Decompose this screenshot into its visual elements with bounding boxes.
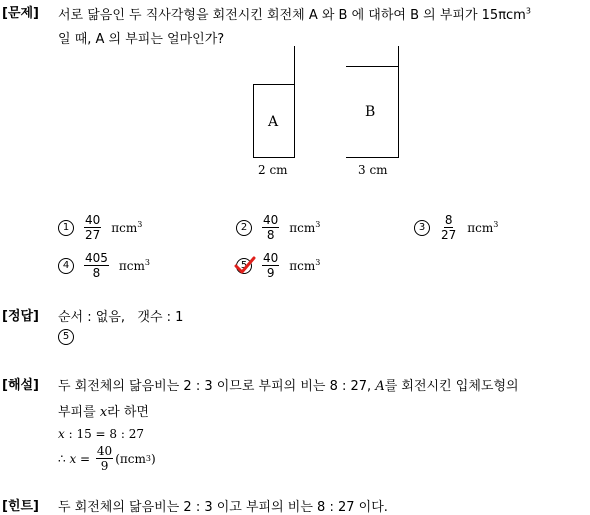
solution-tag: [해설]	[2, 378, 39, 393]
dim-b: 3 cm	[358, 163, 388, 177]
problem-line-1	[58, 4, 531, 23]
eq2-fraction	[96, 444, 113, 473]
check-icon	[234, 255, 256, 275]
denominator: 27	[441, 228, 457, 242]
fraction	[84, 251, 109, 280]
unit-sup: 3	[315, 220, 321, 229]
axis-a	[294, 46, 295, 158]
unit	[289, 258, 320, 273]
denominator: 27	[85, 228, 101, 242]
numerator: 40	[263, 213, 279, 227]
option-marker: 3	[414, 220, 430, 236]
problem-line-2: 일 때, A 의 부피는 얼마인가?	[58, 32, 225, 47]
unit-text: πcm	[467, 221, 494, 235]
solution-line-2	[58, 401, 149, 420]
numerator: 40	[85, 213, 101, 227]
hint-text: 두 회전체의 닮음비는 2 : 3 이고 부피의 비는 8 : 27 이다.	[58, 500, 388, 515]
eq2-denominator: 9	[100, 459, 109, 473]
unit-sup: 3	[493, 220, 499, 229]
unit	[119, 258, 150, 273]
option-marker: 4	[58, 258, 74, 274]
label-a: A	[268, 114, 279, 130]
unit-text: πcm	[289, 259, 316, 273]
option-5[interactable]	[236, 251, 320, 280]
option-marker: 2	[236, 220, 252, 236]
eq2-unit: (πcm	[115, 451, 146, 466]
eq1-text: : 15 = 8 : 27	[64, 427, 144, 441]
solution-line-1	[58, 375, 519, 394]
denominator: 8	[92, 266, 101, 280]
solution-text-2a: 부피를	[58, 405, 100, 420]
option-3[interactable]	[414, 213, 498, 242]
eq2-prefix: ∴	[58, 451, 70, 466]
axis-b	[398, 46, 399, 158]
option-1[interactable]	[58, 213, 142, 242]
denominator: 8	[266, 228, 275, 242]
option-2[interactable]	[236, 213, 320, 242]
answer-marker-row	[58, 329, 74, 345]
unit-text: πcm	[289, 221, 316, 235]
option-4[interactable]	[58, 251, 150, 280]
problem-text-1: 서로 닮음인 두 직사각형을 회전시킨 회전체 A 와 B 에 대하여 B 의 부피가 15πcm	[58, 8, 526, 23]
hint-tag: [힌트]	[2, 499, 39, 514]
denominator: 9	[266, 266, 275, 280]
solution-text-2b: 라 하면	[107, 405, 149, 420]
problem-sup: 3	[525, 6, 531, 16]
solution-var-x: x	[99, 405, 108, 420]
unit-sup: 3	[137, 220, 143, 229]
solution-text-1a: 두 회전체의 닮음비는 2 : 3 이므로 부피의 비는 8 : 27,	[58, 379, 376, 394]
solution-var-a: A	[375, 379, 385, 394]
numerator: 40	[263, 251, 279, 265]
answer-marker: 5	[58, 329, 74, 345]
option-marker: 5	[236, 258, 252, 274]
eq2-numerator: 40	[96, 444, 113, 458]
unit	[289, 220, 320, 235]
label-b: B	[365, 104, 376, 120]
numerator: 405	[85, 251, 108, 265]
eq2-sup: 3	[145, 454, 151, 463]
option-marker: 1	[58, 220, 74, 236]
dim-a: 2 cm	[258, 163, 288, 177]
solution-text-1b: 를 회전시킨 입체도형의	[384, 379, 519, 394]
eq2-var: x	[69, 451, 77, 466]
unit-text: πcm	[118, 259, 145, 273]
unit	[111, 220, 142, 235]
eq1-var: x	[58, 427, 65, 441]
unit	[467, 220, 498, 235]
solution-eq-2	[58, 444, 156, 473]
fraction	[440, 213, 457, 242]
fraction	[262, 213, 279, 242]
unit-text: πcm	[111, 221, 138, 235]
problem-tag: [문제]	[2, 6, 39, 21]
numerator: 8	[444, 213, 453, 227]
answer-tag: [정답]	[2, 309, 39, 324]
solution-eq-1	[58, 427, 144, 441]
fraction	[84, 213, 101, 242]
answer-line: 순서 : 없음, 갯수 : 1	[58, 310, 184, 325]
eq2-eq: =	[76, 451, 94, 466]
unit-sup: 3	[144, 258, 150, 267]
eq2-close: )	[150, 451, 156, 466]
unit-sup: 3	[315, 258, 321, 267]
fraction	[262, 251, 279, 280]
